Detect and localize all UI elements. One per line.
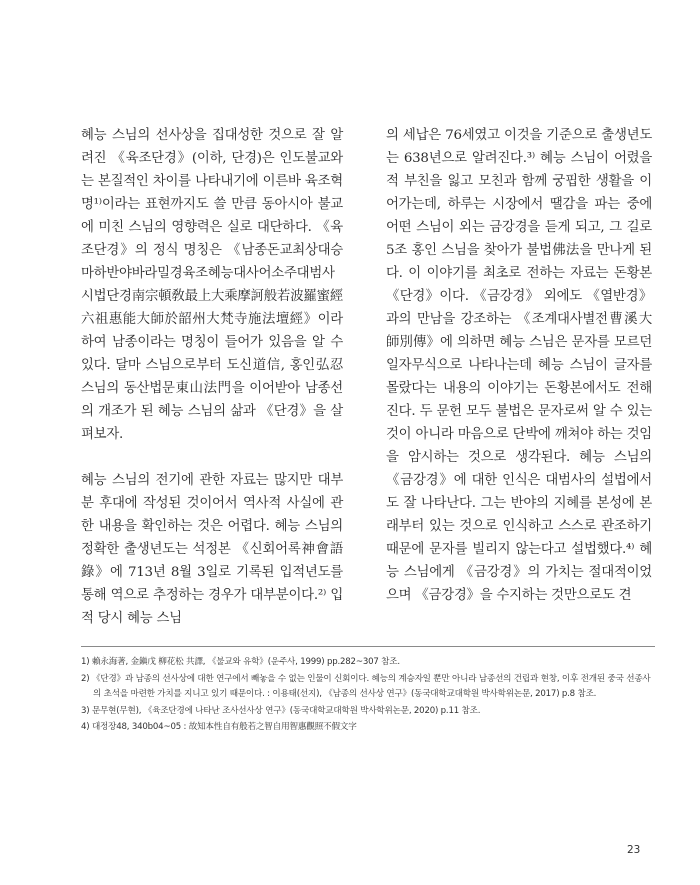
footnotes	[81, 646, 655, 737]
page-number: 23	[627, 844, 641, 856]
body-paragraph: 혜능 스님의 전기에 관한 자료는 많지만 대부분 후대에 작성된 것이어서 역사적 사실에 관한 내용을 확인하는 것은 어렵다. 혜능 스님의 정확한 출생년도는 석정본 《신회어록神會語錄》에 713년 8월 3일로 기록된 입적년도를 통해 역으로 추정하는 경우가 대부분이다.²⁾ 입적 당시 혜능 스님	[81, 473, 343, 626]
footnote-3: 3) 문무현(무현), 《육조단경에 나타난 조사선사상 연구》(동국대학교대학원 박사학위논문, 2020) p.11 참조.	[81, 705, 481, 716]
footnote-4: 4) 대정장48, 340b04~05 : 故知本性自有般若之智自用智惠觀照不假文字	[81, 722, 357, 732]
body-paragraph: 혜능 스님의 선사상을 집대성한 것으로 잘 알려진 《육조단경》(이하, 단경)은 인도불교와는 본질적인 차이를 나타내기에 이른바 육조혁명¹⁾이라는 표현까지도 쓸 만큼 동아시아 불교에 미친 스님의 영향력은 실로 대단하다. 《육조단경》의 정식 명칭은 《남종돈교최상대승마하반야바라밀경육조혜능대사어소주대범사시법단경南宗頓敎最上大乘摩訶般若波羅蜜經六祖惠能大師於韶州大梵寺施法壇經》이라 하여 남종이라는 명칭이 들어가 있음을 알 수 있다. 달마 스님으로부터 도신道信, 홍인弘忍 스님의 동산법문東山法門을 이어받아 남종선의 개조가 된 혜능 스님의 삶과 《단경》을 살펴보자.	[81, 128, 343, 442]
footnote-2: 2) 《단경》과 남종의 선사상에 대한 연구에서 빼놓을 수 없는 인물이 신회이다. 혜능의 계승자일 뿐만 아니라 남종선의 건립과 현창, 이후 전개된 중국 선종사의 초석을 마련한 가치를 지니고 있기 때문이다. : 이용태(선지), 《남종의 선사상 연구》(동국대학교대학원 박사학위논문, 2017) p.8 참조.	[81, 673, 651, 699]
footnote-divider	[81, 646, 655, 647]
left-column	[81, 124, 343, 630]
body-paragraph: 의 세납은 76세였고 이것을 기준으로 출생년도는 638년으로 알려진다.³⁾ 혜능 스님이 어렸을 적 부친을 잃고 모친과 함께 궁핍한 생활을 이어가는데, 하루는 시장에서 땔감을 파는 중에 어떤 스님이 외는 금강경을 듣게 되고, 그 길로 5조 홍인 스님을 찾아가 불법佛法을 만나게 된다. 이 이야기를 최초로 전하는 자료는 돈황본 《단경》이다. 《금강경》 외에도 《열반경》과의 만남을 강조하는 《조계대사별전曹溪大師別傳》에 의하면 혜능 스님은 문자를 모르던 일자무식으로 나타나는데 혜능 스님이 글자를 몰랐다는 내용의 이야기는 돈황본에서도 전해진다. 두 문헌 모두 불법은 문자로써 알 수 있는 것이 아니라 마음으로 단박에 깨쳐야 하는 것임을 암시하는 것으로 생각된다. 혜능 스님의 《금강경》에 대한 인식은 대범사의 설법에서도 잘 나타난다. 그는 반야의 지혜를 본성에 본래부터 있는 것으로 인식하고 스스로 관조하기 때문에 문자를 빌리지 않는다고 설법했다.⁴⁾ 혜능 스님에게 《금강경》의 가치는 절대적이었으며 《금강경》을 수지하는 것만으로도 견	[386, 128, 652, 603]
right-column	[386, 124, 652, 607]
footnote-1: 1) 賴永海著, 金鎭戊 柳花松 共譯, 《불교와 유학》(운주사, 1999) pp.282~307 참조.	[81, 657, 400, 667]
